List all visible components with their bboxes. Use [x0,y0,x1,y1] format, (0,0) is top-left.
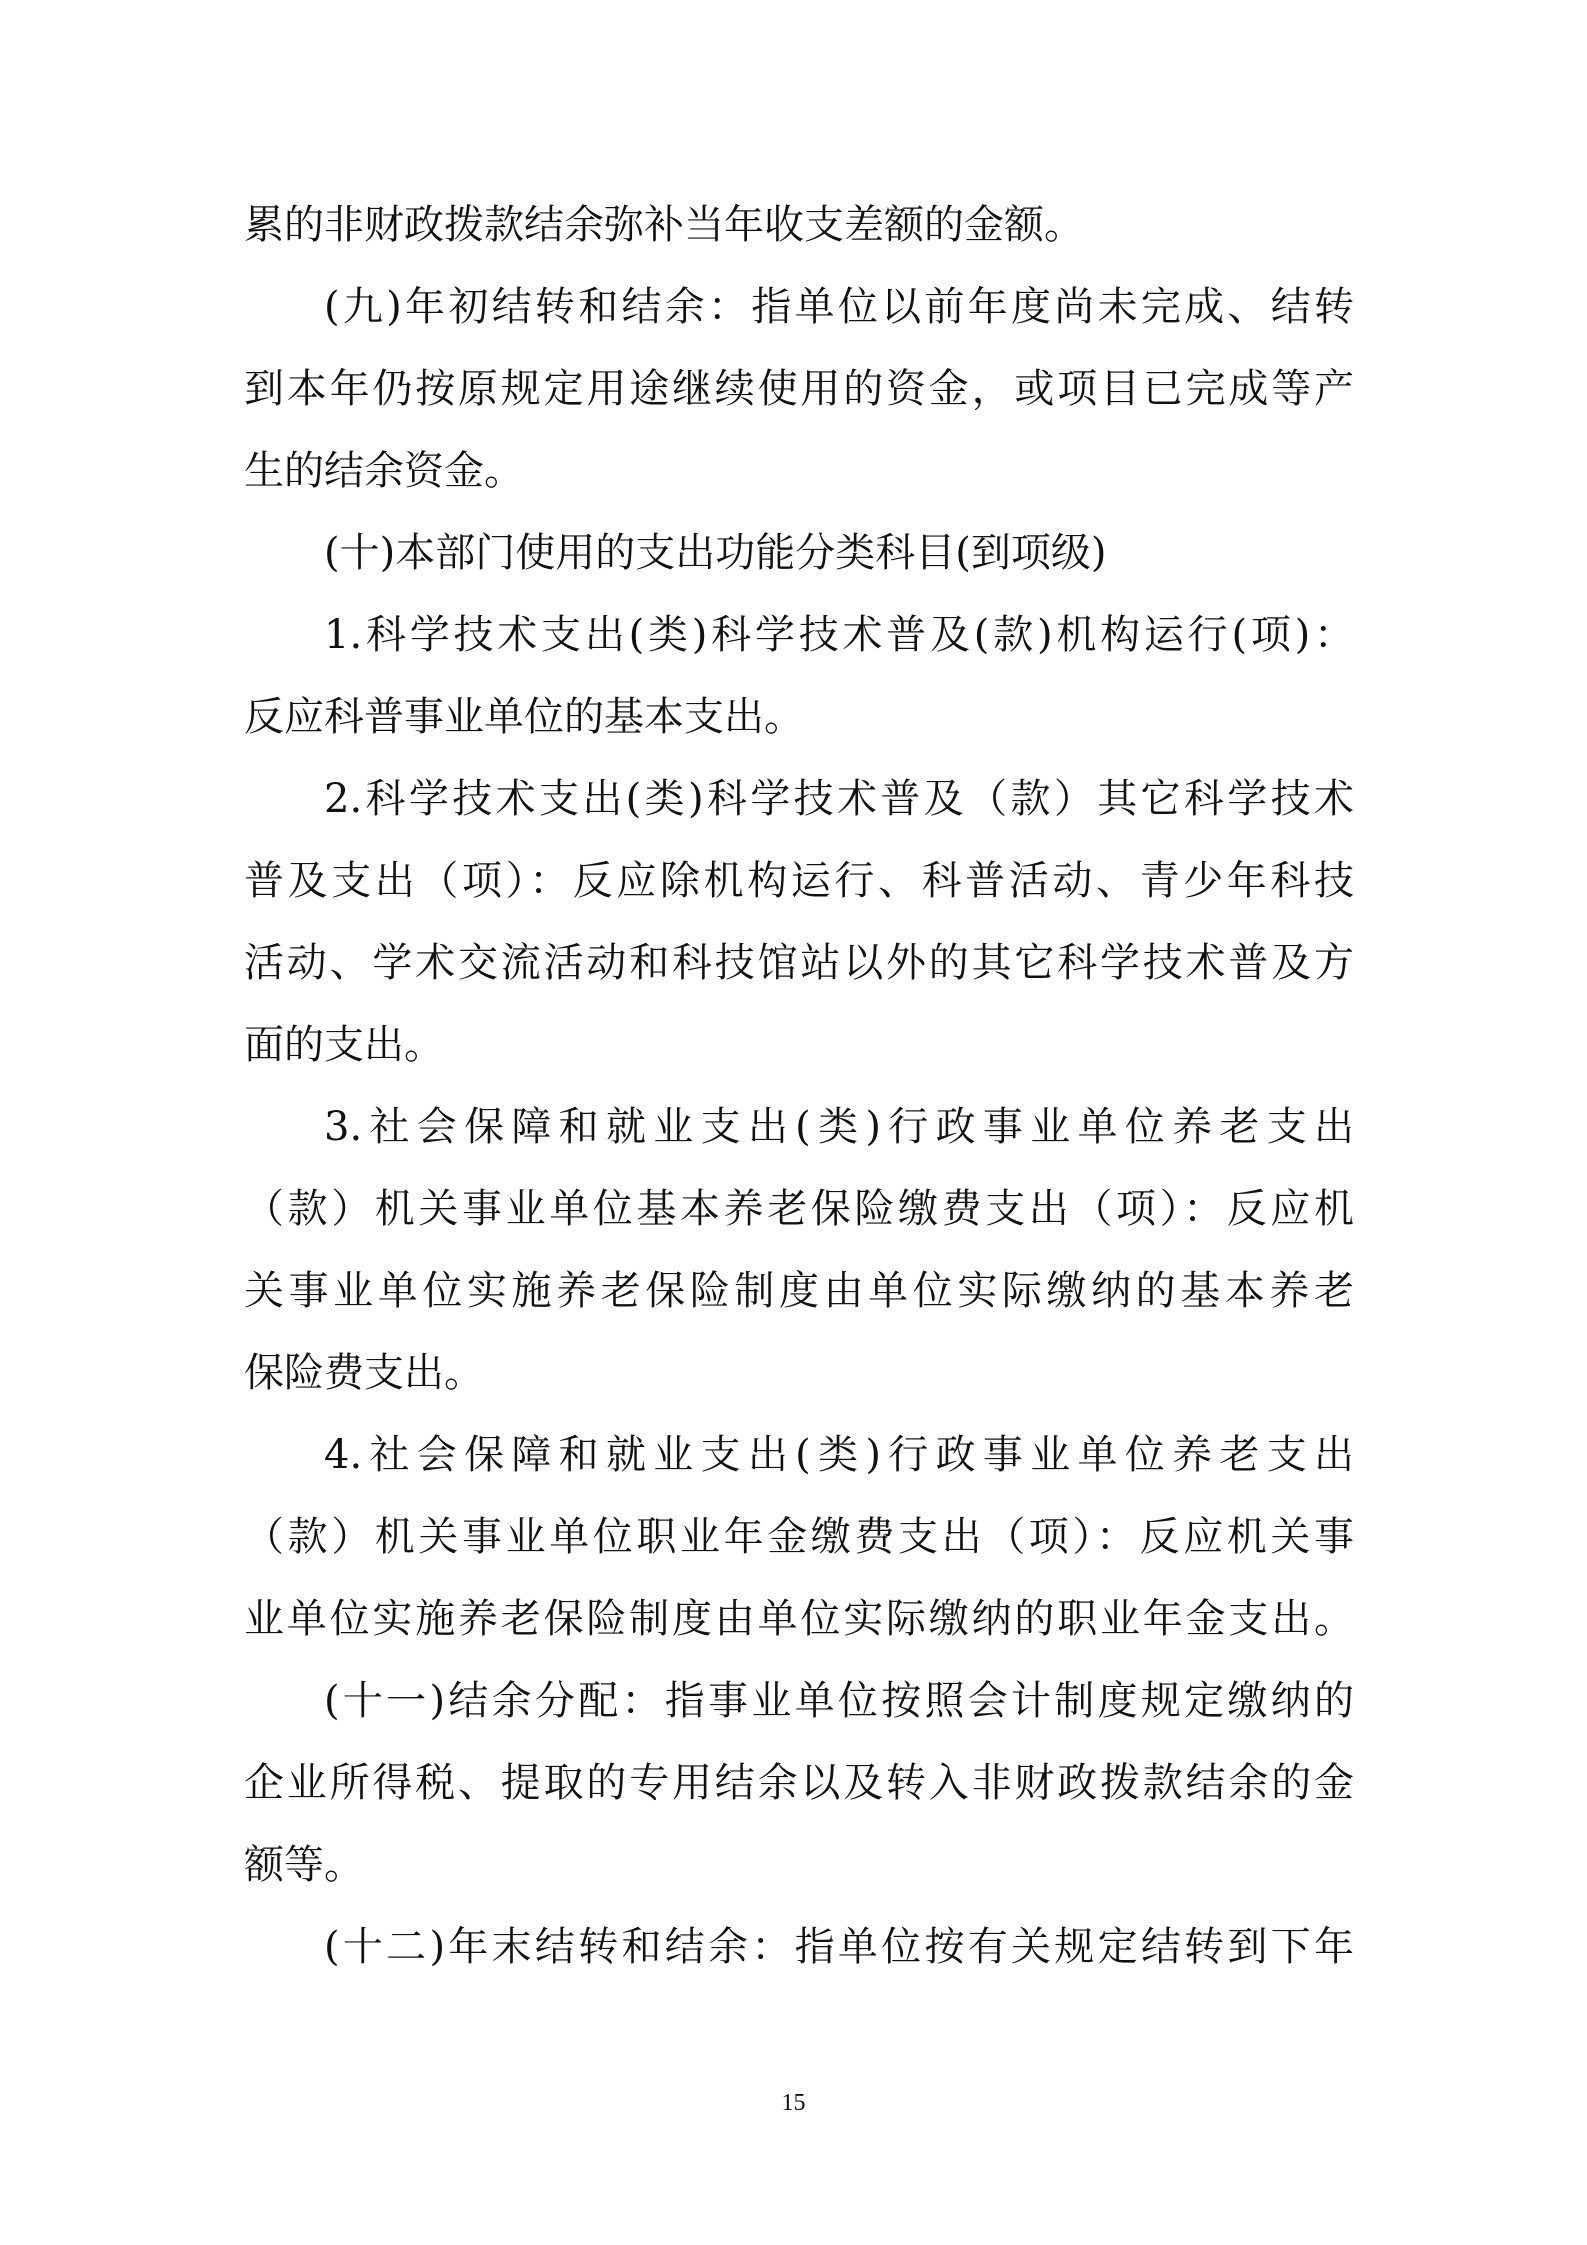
text-line: (十一)结余分配：指事业单位按照会计制度规定缴纳的 [324,1678,1354,1724]
text-line: (十)本部门使用的支出功能分类科目(到项级) [324,530,1107,576]
text-line: 2.科学技术支出(类)科学技术普及（款）其它科学技术 [324,776,1354,822]
text-line: 4.社会保障和就业支出(类)行政事业单位养老支出 [324,1432,1354,1478]
text-line: 累的非财政拨款结余弥补当年收支差额的金额。 [244,202,1084,248]
text-line: 业单位实施养老保险制度由单位实际缴纳的职业年金支出。 [244,1596,1354,1642]
text-line: （款）机关事业单位基本养老保险缴费支出（项）：反应机 [244,1186,1354,1232]
text-line: 企业所得税、提取的专用结余以及转入非财政拨款结余的金 [244,1760,1354,1806]
page-number: 15 [781,2090,806,2116]
text-line: (九)年初结转和结余：指单位以前年度尚未完成、结转 [324,284,1354,330]
text-line: 1.科学技术支出(类)科学技术普及(款)机构运行(项)： [324,612,1354,658]
text-line: 额等。 [244,1842,364,1888]
text-line: 关事业单位实施养老保险制度由单位实际缴纳的基本养老 [244,1268,1354,1314]
text-line: 普及支出（项）：反应除机构运行、科普活动、青少年科技 [244,858,1354,904]
text-line: （款）机关事业单位职业年金缴费支出（项）：反应机关事 [244,1514,1354,1560]
text-line: 生的结余资金。 [244,448,524,494]
text-line: 到本年仍按原规定用途继续使用的资金，或项目已完成等产 [244,366,1354,412]
text-line: 面的支出。 [244,1022,444,1068]
text-line: 3.社会保障和就业支出(类)行政事业单位养老支出 [324,1104,1354,1150]
text-line: 活动、学术交流活动和科技馆站以外的其它科学技术普及方 [244,940,1354,986]
text-line: (十二)年末结转和结余：指单位按有关规定结转到下年 [324,1924,1354,1970]
text-line: 保险费支出。 [244,1350,484,1396]
text-line: 反应科普事业单位的基本支出。 [244,694,804,740]
